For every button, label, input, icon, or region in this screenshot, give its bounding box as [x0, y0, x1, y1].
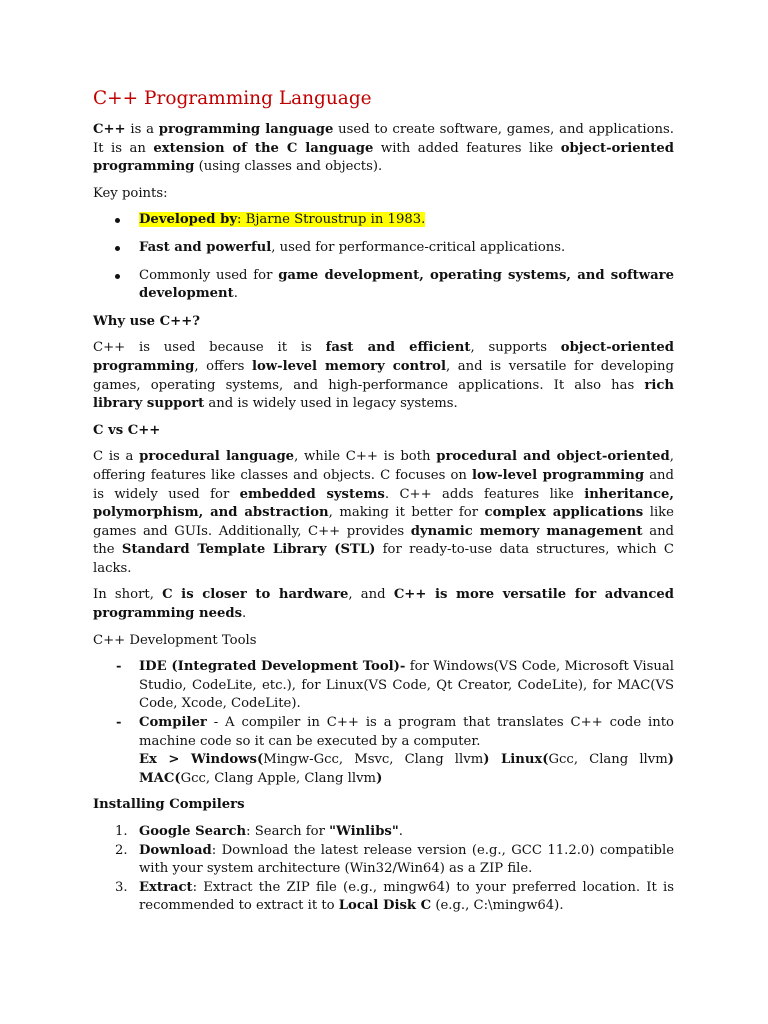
intro-text-3: with added features like: [373, 140, 561, 156]
text: , offering features like classes and objects. C focuses on: [93, 449, 674, 483]
text: C++ is used because it is: [93, 340, 326, 356]
bullet-text: :: [237, 212, 246, 228]
text: Gcc, Clang llvm: [548, 752, 668, 768]
bold-text: ) MAC(: [139, 752, 674, 786]
text: .: [242, 606, 247, 622]
section-heading-why: [93, 313, 674, 332]
bold-text: embedded systems: [239, 486, 385, 502]
intro-text-1: is a: [125, 122, 159, 137]
bold-text: IDE (Integrated Development Tool)-: [139, 659, 406, 675]
bold-text: Compiler: [139, 715, 207, 731]
text: - A compiler in C++ is a program that translates C++ code into machine code so it can be executed by a computer.: [139, 715, 674, 749]
bold-text: procedural and object-oriented: [436, 449, 670, 465]
install-steps-list: [93, 823, 674, 916]
bold-text: ) Linux(: [483, 752, 549, 768]
bullet-text-end: .: [233, 286, 238, 302]
bold-text: low-level memory control: [251, 358, 446, 374]
heading-text: C vs C++: [93, 422, 161, 438]
bold-text: dynamic memory management: [410, 523, 643, 539]
bold-text: Google Search: [139, 824, 247, 839]
step-number: 2.: [115, 842, 128, 858]
bold-text: procedural language: [139, 449, 295, 465]
list-item: [93, 211, 674, 230]
step-number: 3.: [115, 879, 128, 895]
text: (e.g., C:\mingw64).: [431, 898, 564, 914]
section-heading-tools: C++ Development Tools: [93, 632, 257, 648]
heading-text: Why use C++?: [93, 313, 200, 329]
tools-list: [93, 658, 674, 788]
text: .: [398, 824, 403, 839]
text: : Download the latest release version (e.g., GCC 11.2.0) compatible with your system architecture (Win32/Win64) as a ZIP file.: [139, 842, 674, 877]
bold-text: Ex > Windows(: [139, 752, 264, 768]
text: , offers: [194, 358, 252, 374]
text: , supports: [470, 340, 561, 356]
bold-text: inheritance, polymorphism, and abstraction: [93, 486, 674, 521]
section-heading-c-vs-cpp: [93, 422, 674, 441]
key-points-list: [93, 211, 674, 303]
c-vs-cpp-paragraph: [93, 448, 674, 578]
in-short-paragraph: [93, 586, 674, 623]
section-heading-installing: [93, 796, 674, 815]
list-item: [93, 239, 674, 258]
text: for ready-to-use data structures, which C lacks.: [93, 542, 674, 576]
bold-text: fast and efficient: [325, 340, 471, 356]
step-number: 1.: [115, 824, 128, 839]
list-item: [93, 842, 674, 879]
text: and the: [93, 523, 675, 558]
intro-bold-programming-language: programming language: [158, 122, 334, 137]
text: : Search for: [246, 824, 330, 839]
text: like games and GUIs. Additionally, C++ provides: [93, 505, 674, 539]
bold-text: low-level programming: [472, 467, 645, 483]
text: and is widely used for: [93, 467, 674, 502]
bold-text: ): [376, 770, 383, 786]
bullet-text: , used for performance-critical applications.: [271, 239, 566, 255]
intro-text-4: (using classes and objects).: [194, 159, 383, 175]
text: . C++ adds features like: [384, 486, 585, 502]
list-item: [93, 879, 674, 916]
bold-text: C is closer to hardware: [162, 587, 349, 603]
bullet-text: Commonly used for: [139, 267, 279, 283]
text: for Windows(VS Code, Microsoft Visual Studio, CodeLite, etc.), for Linux(VS Code, Qt Creator, CodeLite), for MAC(VS Code, Xcode, CodeLite).: [139, 659, 674, 712]
list-item: [93, 714, 674, 788]
bold-text: C++ is more versatile for advanced programming needs: [93, 587, 674, 622]
text: C is a: [93, 449, 140, 465]
intro-bold-extension: extension of the C language: [153, 140, 374, 156]
list-item: [93, 267, 674, 304]
bullet-bold: game development, operating systems, and software development: [139, 267, 674, 302]
text: : Extract the ZIP file (e.g., mingw64) to your preferred location. It is recommended to extract it to: [139, 879, 674, 914]
why-paragraph: [93, 339, 674, 413]
intro-bold-oop: object-oriented programming: [93, 140, 674, 175]
bullet-bold: Developed by: [139, 212, 237, 228]
key-points-label: Key points:: [93, 185, 168, 201]
bold-text: Download: [139, 842, 212, 858]
list-item: [93, 658, 674, 714]
bold-text: complex applications: [484, 505, 644, 521]
bullet-bold: Fast and powerful: [139, 239, 272, 255]
document-title: C++ Programming Language: [93, 88, 372, 109]
bold-text: "Winlibs": [329, 824, 399, 839]
intro-paragraph: [93, 121, 674, 177]
bold-text: object-oriented programming: [93, 340, 674, 374]
highlighted-text: Bjarne Stroustrup in 1983.: [245, 212, 426, 228]
intro-cpp: C++: [93, 122, 126, 137]
document-body: [93, 87, 674, 916]
text: Gcc, Clang Apple, Clang llvm: [180, 770, 377, 786]
text: , while C++ is both: [294, 449, 437, 465]
text: , and: [348, 587, 394, 603]
bold-text: Extract: [139, 879, 193, 895]
text: , and is versatile for developing games, operating systems, and high-performance applications. It also has: [93, 358, 674, 393]
heading-text: Installing Compilers: [93, 797, 245, 813]
intro-text-2: used to create software, games, and applications. It is an: [93, 122, 674, 156]
list-item: [93, 823, 674, 842]
text: and is widely used in legacy systems.: [204, 396, 458, 412]
text: In short,: [93, 587, 163, 603]
bold-text: rich library support: [93, 377, 674, 412]
bold-text: Standard Template Library (STL): [121, 542, 376, 558]
text: , making it better for: [328, 505, 485, 521]
text: Mingw-Gcc, Msvc, Clang llvm: [263, 752, 484, 768]
bold-text: Local Disk C: [338, 898, 432, 914]
